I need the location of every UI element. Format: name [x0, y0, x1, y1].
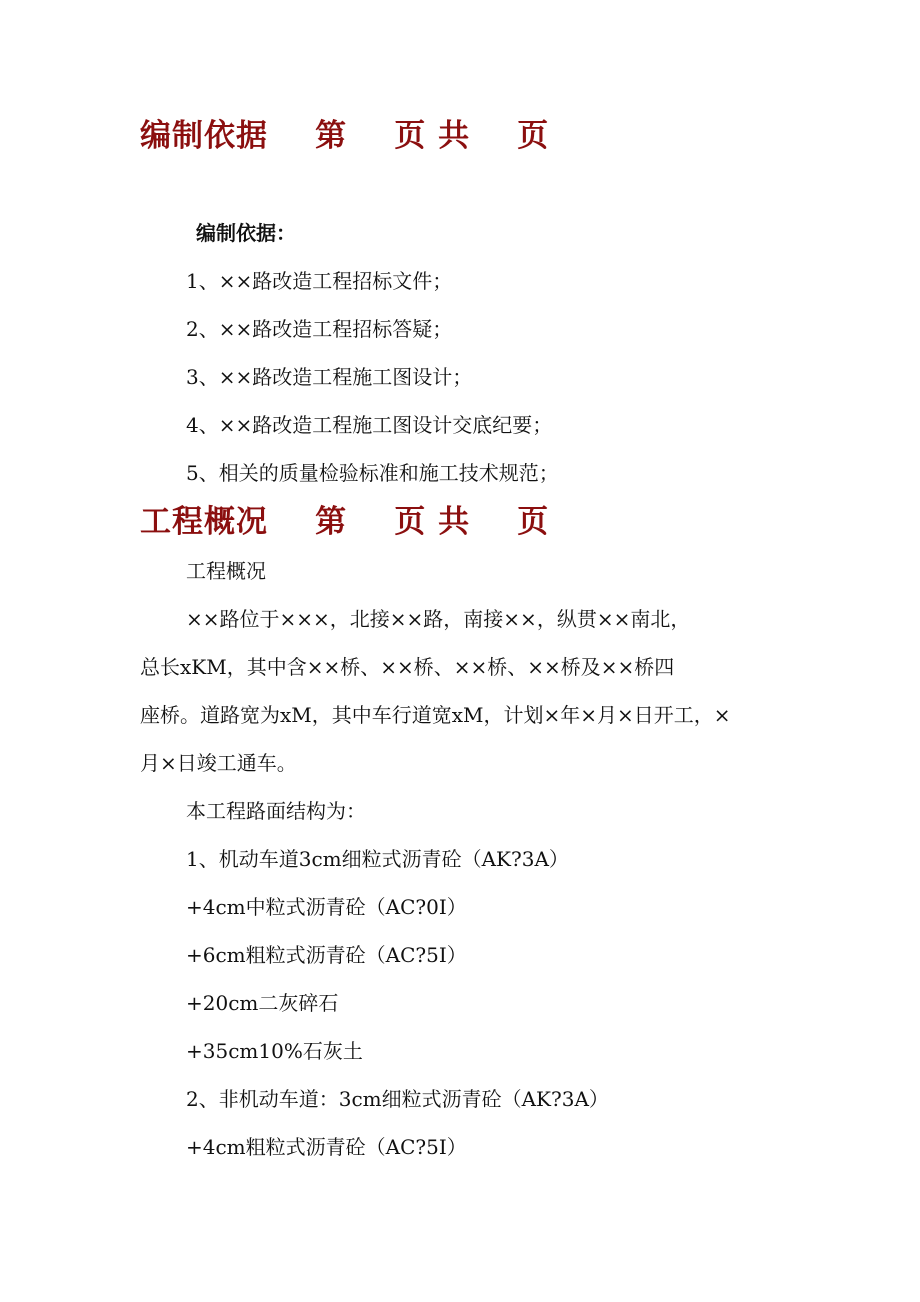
structure-line: +4cm粗粒式沥青砼（AC?5I）: [186, 1135, 467, 1159]
structure-line: 1、机动车道3cm细粒式沥青砼（AK?3A）: [186, 847, 569, 871]
overview-subtitle: 工程概况: [186, 559, 266, 583]
overview-paragraph-line: 总长xKM，其中含××桥、××桥、××桥、××桥及××桥四: [140, 655, 675, 679]
overview-paragraph-line: ××路位于×××，北接××路，南接××，纵贯××南北，: [186, 607, 691, 631]
basis-label: 编制依据：: [196, 221, 296, 245]
structure-line: +20cm二灰碎石: [186, 991, 339, 1015]
structure-intro: 本工程路面结构为：: [186, 799, 366, 823]
section-heading-overview: 工程概况 第 页 共 页: [140, 504, 550, 540]
basis-item: 1、××路改造工程招标文件；: [186, 269, 453, 293]
structure-line: 2、非机动车道：3cm细粒式沥青砼（AK?3A）: [186, 1087, 609, 1111]
basis-item: 3、××路改造工程施工图设计；: [186, 365, 473, 389]
overview-paragraph-line: 座桥。道路宽为xM，其中车行道宽xM，计划×年×月×日开工，×: [140, 703, 731, 727]
overview-paragraph-line: 月×日竣工通车。: [140, 751, 297, 775]
basis-item: 5、相关的质量检验标准和施工技术规范；: [186, 461, 559, 485]
basis-item: 2、××路改造工程招标答疑；: [186, 317, 453, 341]
structure-line: +4cm中粒式沥青砼（AC?0I）: [186, 895, 467, 919]
basis-item: 4、××路改造工程施工图设计交底纪要；: [186, 413, 553, 437]
structure-line: +35cm10%石灰土: [186, 1039, 363, 1063]
structure-line: +6cm粗粒式沥青砼（AC?5I）: [186, 943, 467, 967]
section-heading-basis: 编制依据 第 页 共 页: [140, 118, 550, 154]
